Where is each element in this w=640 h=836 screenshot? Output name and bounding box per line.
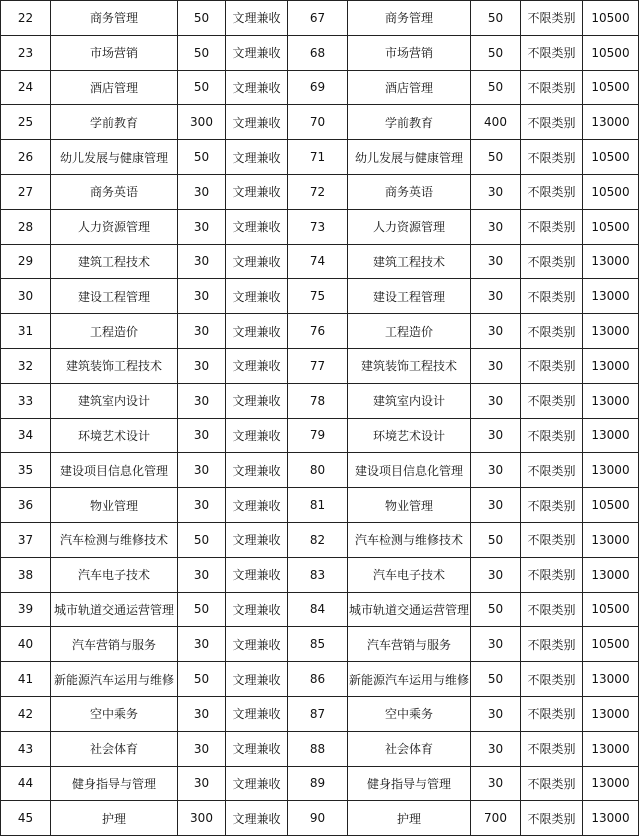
- major-name-right: 市场营销: [348, 35, 471, 70]
- major-name-left: 建设项目信息化管理: [51, 453, 178, 488]
- subject-type-left: 文理兼收: [226, 801, 288, 836]
- subject-type-left: 文理兼收: [226, 174, 288, 209]
- row-number-right: 85: [288, 627, 348, 662]
- row-number-right: 87: [288, 696, 348, 731]
- row-number-right: 74: [288, 244, 348, 279]
- major-name-left: 学前教育: [51, 105, 178, 140]
- subject-type-left: 文理兼收: [226, 696, 288, 731]
- plan-count-right: 30: [471, 174, 521, 209]
- table-row: [1, 557, 639, 592]
- row-number-right: 78: [288, 383, 348, 418]
- row-number-left: 34: [1, 418, 51, 453]
- subject-type-right: 不限类别: [521, 383, 583, 418]
- tuition-fee: 13000: [583, 662, 639, 697]
- table-row: [1, 244, 639, 279]
- row-number-left: 35: [1, 453, 51, 488]
- plan-count-right: 30: [471, 383, 521, 418]
- major-name-right: 人力资源管理: [348, 209, 471, 244]
- major-name-left: 建筑装饰工程技术: [51, 348, 178, 383]
- major-name-left: 商务英语: [51, 174, 178, 209]
- table-row: [1, 1, 639, 36]
- table-row: [1, 801, 639, 836]
- plan-count-left: 50: [178, 592, 226, 627]
- table-row: [1, 35, 639, 70]
- table-row: [1, 209, 639, 244]
- row-number-left: 45: [1, 801, 51, 836]
- plan-count-left: 30: [178, 731, 226, 766]
- tuition-fee: 13000: [583, 244, 639, 279]
- tuition-fee: 13000: [583, 314, 639, 349]
- subject-type-left: 文理兼收: [226, 279, 288, 314]
- major-name-left: 建筑室内设计: [51, 383, 178, 418]
- plan-count-right: 50: [471, 1, 521, 36]
- row-number-right: 73: [288, 209, 348, 244]
- plan-count-right: 50: [471, 35, 521, 70]
- table-row: [1, 314, 639, 349]
- table-row: [1, 174, 639, 209]
- row-number-right: 89: [288, 766, 348, 801]
- plan-count-left: 50: [178, 70, 226, 105]
- subject-type-right: 不限类别: [521, 348, 583, 383]
- plan-count-left: 300: [178, 801, 226, 836]
- row-number-right: 76: [288, 314, 348, 349]
- subject-type-right: 不限类别: [521, 696, 583, 731]
- major-name-left: 汽车检测与维修技术: [51, 522, 178, 557]
- row-number-right: 71: [288, 140, 348, 175]
- row-number-right: 72: [288, 174, 348, 209]
- major-name-right: 工程造价: [348, 314, 471, 349]
- major-name-left: 新能源汽车运用与维修: [51, 662, 178, 697]
- major-name-right: 新能源汽车运用与维修: [348, 662, 471, 697]
- major-name-right: 学前教育: [348, 105, 471, 140]
- major-name-right: 汽车电子技术: [348, 557, 471, 592]
- major-name-left: 建筑工程技术: [51, 244, 178, 279]
- plan-count-left: 50: [178, 522, 226, 557]
- major-name-right: 健身指导与管理: [348, 766, 471, 801]
- major-name-left: 城市轨道交通运营管理: [51, 592, 178, 627]
- table-row: [1, 418, 639, 453]
- subject-type-left: 文理兼收: [226, 209, 288, 244]
- row-number-left: 44: [1, 766, 51, 801]
- plan-count-left: 30: [178, 174, 226, 209]
- subject-type-left: 文理兼收: [226, 70, 288, 105]
- subject-type-right: 不限类别: [521, 279, 583, 314]
- major-name-right: 物业管理: [348, 488, 471, 523]
- subject-type-right: 不限类别: [521, 453, 583, 488]
- row-number-left: 30: [1, 279, 51, 314]
- major-name-left: 建设工程管理: [51, 279, 178, 314]
- row-number-left: 42: [1, 696, 51, 731]
- subject-type-left: 文理兼收: [226, 522, 288, 557]
- plan-count-left: 30: [178, 383, 226, 418]
- row-number-left: 22: [1, 1, 51, 36]
- subject-type-left: 文理兼收: [226, 314, 288, 349]
- plan-count-left: 30: [178, 209, 226, 244]
- plan-count-right: 30: [471, 453, 521, 488]
- tuition-fee: 13000: [583, 105, 639, 140]
- subject-type-right: 不限类别: [521, 140, 583, 175]
- row-number-left: 33: [1, 383, 51, 418]
- row-number-right: 84: [288, 592, 348, 627]
- row-number-right: 82: [288, 522, 348, 557]
- table-row: [1, 140, 639, 175]
- row-number-left: 26: [1, 140, 51, 175]
- tuition-fee: 13000: [583, 766, 639, 801]
- tuition-fee: 13000: [583, 453, 639, 488]
- major-name-left: 酒店管理: [51, 70, 178, 105]
- plan-count-right: 30: [471, 314, 521, 349]
- subject-type-left: 文理兼收: [226, 140, 288, 175]
- plan-count-right: 50: [471, 140, 521, 175]
- major-name-left: 物业管理: [51, 488, 178, 523]
- tuition-fee: 13000: [583, 801, 639, 836]
- table-row: [1, 522, 639, 557]
- table-row: [1, 488, 639, 523]
- tuition-fee: 13000: [583, 418, 639, 453]
- row-number-left: 32: [1, 348, 51, 383]
- major-name-left: 环境艺术设计: [51, 418, 178, 453]
- subject-type-right: 不限类别: [521, 801, 583, 836]
- subject-type-left: 文理兼收: [226, 627, 288, 662]
- subject-type-left: 文理兼收: [226, 453, 288, 488]
- subject-type-left: 文理兼收: [226, 1, 288, 36]
- major-name-left: 社会体育: [51, 731, 178, 766]
- row-number-right: 86: [288, 662, 348, 697]
- subject-type-right: 不限类别: [521, 1, 583, 36]
- tuition-fee: 10500: [583, 35, 639, 70]
- subject-type-right: 不限类别: [521, 766, 583, 801]
- subject-type-right: 不限类别: [521, 70, 583, 105]
- subject-type-right: 不限类别: [521, 209, 583, 244]
- row-number-right: 81: [288, 488, 348, 523]
- row-number-left: 39: [1, 592, 51, 627]
- subject-type-left: 文理兼收: [226, 731, 288, 766]
- major-name-left: 工程造价: [51, 314, 178, 349]
- subject-type-right: 不限类别: [521, 418, 583, 453]
- major-name-right: 商务英语: [348, 174, 471, 209]
- tuition-fee: 10500: [583, 140, 639, 175]
- subject-type-right: 不限类别: [521, 105, 583, 140]
- tuition-fee: 10500: [583, 174, 639, 209]
- subject-type-left: 文理兼收: [226, 662, 288, 697]
- tuition-fee: 13000: [583, 557, 639, 592]
- plan-count-left: 50: [178, 662, 226, 697]
- subject-type-right: 不限类别: [521, 731, 583, 766]
- row-number-left: 23: [1, 35, 51, 70]
- plan-count-left: 30: [178, 314, 226, 349]
- tuition-fee: 10500: [583, 1, 639, 36]
- tuition-fee: 13000: [583, 522, 639, 557]
- row-number-left: 41: [1, 662, 51, 697]
- plan-count-left: 50: [178, 140, 226, 175]
- plan-count-left: 30: [178, 766, 226, 801]
- major-name-right: 幼儿发展与健康管理: [348, 140, 471, 175]
- subject-type-left: 文理兼收: [226, 105, 288, 140]
- subject-type-left: 文理兼收: [226, 557, 288, 592]
- plan-count-left: 30: [178, 488, 226, 523]
- tuition-fee: 13000: [583, 696, 639, 731]
- row-number-left: 29: [1, 244, 51, 279]
- plan-count-right: 50: [471, 592, 521, 627]
- plan-count-right: 30: [471, 557, 521, 592]
- major-name-left: 空中乘务: [51, 696, 178, 731]
- plan-count-left: 30: [178, 244, 226, 279]
- subject-type-left: 文理兼收: [226, 348, 288, 383]
- table-row: [1, 453, 639, 488]
- row-number-left: 25: [1, 105, 51, 140]
- plan-count-left: 30: [178, 627, 226, 662]
- table-row: [1, 348, 639, 383]
- row-number-right: 88: [288, 731, 348, 766]
- tuition-fee: 10500: [583, 627, 639, 662]
- major-name-right: 环境艺术设计: [348, 418, 471, 453]
- subject-type-right: 不限类别: [521, 314, 583, 349]
- row-number-left: 37: [1, 522, 51, 557]
- subject-type-left: 文理兼收: [226, 383, 288, 418]
- major-name-right: 护理: [348, 801, 471, 836]
- plan-count-right: 30: [471, 209, 521, 244]
- major-name-left: 健身指导与管理: [51, 766, 178, 801]
- table-row: [1, 662, 639, 697]
- row-number-right: 90: [288, 801, 348, 836]
- tuition-fee: 13000: [583, 731, 639, 766]
- major-name-left: 人力资源管理: [51, 209, 178, 244]
- major-name-left: 市场营销: [51, 35, 178, 70]
- subject-type-right: 不限类别: [521, 522, 583, 557]
- tuition-fee: 10500: [583, 488, 639, 523]
- row-number-left: 38: [1, 557, 51, 592]
- plan-count-right: 700: [471, 801, 521, 836]
- plan-count-left: 50: [178, 1, 226, 36]
- plan-count-right: 50: [471, 70, 521, 105]
- table-row: [1, 766, 639, 801]
- row-number-left: 31: [1, 314, 51, 349]
- plan-count-right: 30: [471, 279, 521, 314]
- major-name-right: 建设工程管理: [348, 279, 471, 314]
- subject-type-right: 不限类别: [521, 557, 583, 592]
- tuition-fee: 10500: [583, 70, 639, 105]
- subject-type-left: 文理兼收: [226, 592, 288, 627]
- tuition-fee: 10500: [583, 592, 639, 627]
- major-name-right: 建筑装饰工程技术: [348, 348, 471, 383]
- major-name-left: 商务管理: [51, 1, 178, 36]
- plan-count-right: 50: [471, 662, 521, 697]
- row-number-right: 75: [288, 279, 348, 314]
- major-name-right: 城市轨道交通运营管理: [348, 592, 471, 627]
- major-name-right: 建设项目信息化管理: [348, 453, 471, 488]
- major-name-right: 建筑室内设计: [348, 383, 471, 418]
- subject-type-right: 不限类别: [521, 174, 583, 209]
- plan-count-right: 30: [471, 766, 521, 801]
- plan-count-right: 30: [471, 418, 521, 453]
- subject-type-left: 文理兼收: [226, 418, 288, 453]
- plan-count-left: 30: [178, 557, 226, 592]
- subject-type-left: 文理兼收: [226, 244, 288, 279]
- tuition-fee: 13000: [583, 383, 639, 418]
- major-name-right: 汽车营销与服务: [348, 627, 471, 662]
- major-name-right: 酒店管理: [348, 70, 471, 105]
- tuition-fee: 13000: [583, 348, 639, 383]
- table-row: [1, 279, 639, 314]
- tuition-fee: 10500: [583, 209, 639, 244]
- plan-count-right: 30: [471, 731, 521, 766]
- table-row: [1, 383, 639, 418]
- subject-type-right: 不限类别: [521, 592, 583, 627]
- plan-count-right: 30: [471, 627, 521, 662]
- table-row: [1, 592, 639, 627]
- table-row: [1, 696, 639, 731]
- row-number-left: 40: [1, 627, 51, 662]
- major-name-left: 幼儿发展与健康管理: [51, 140, 178, 175]
- plan-count-right: 30: [471, 488, 521, 523]
- row-number-left: 43: [1, 731, 51, 766]
- plan-count-left: 30: [178, 418, 226, 453]
- major-name-right: 汽车检测与维修技术: [348, 522, 471, 557]
- row-number-right: 67: [288, 1, 348, 36]
- row-number-left: 28: [1, 209, 51, 244]
- row-number-right: 80: [288, 453, 348, 488]
- major-name-left: 汽车营销与服务: [51, 627, 178, 662]
- major-name-left: 护理: [51, 801, 178, 836]
- tuition-fee: 13000: [583, 279, 639, 314]
- major-name-right: 建筑工程技术: [348, 244, 471, 279]
- subject-type-left: 文理兼收: [226, 766, 288, 801]
- plan-count-right: 30: [471, 348, 521, 383]
- row-number-right: 69: [288, 70, 348, 105]
- subject-type-left: 文理兼收: [226, 35, 288, 70]
- subject-type-right: 不限类别: [521, 35, 583, 70]
- plan-count-left: 30: [178, 279, 226, 314]
- subject-type-right: 不限类别: [521, 488, 583, 523]
- row-number-right: 83: [288, 557, 348, 592]
- plan-count-left: 30: [178, 453, 226, 488]
- subject-type-right: 不限类别: [521, 627, 583, 662]
- table-row: [1, 105, 639, 140]
- plan-count-right: 50: [471, 522, 521, 557]
- plan-count-right: 30: [471, 244, 521, 279]
- major-name-right: 社会体育: [348, 731, 471, 766]
- major-name-right: 空中乘务: [348, 696, 471, 731]
- row-number-left: 24: [1, 70, 51, 105]
- plan-count-left: 50: [178, 35, 226, 70]
- plan-count-right: 400: [471, 105, 521, 140]
- plan-count-left: 300: [178, 105, 226, 140]
- subject-type-right: 不限类别: [521, 662, 583, 697]
- row-number-right: 77: [288, 348, 348, 383]
- row-number-left: 36: [1, 488, 51, 523]
- row-number-right: 68: [288, 35, 348, 70]
- plan-count-left: 30: [178, 696, 226, 731]
- table-body: [1, 1, 639, 836]
- plan-count-left: 30: [178, 348, 226, 383]
- table-row: [1, 70, 639, 105]
- row-number-right: 70: [288, 105, 348, 140]
- table-row: [1, 627, 639, 662]
- subject-type-right: 不限类别: [521, 244, 583, 279]
- major-name-left: 汽车电子技术: [51, 557, 178, 592]
- row-number-right: 79: [288, 418, 348, 453]
- major-name-right: 商务管理: [348, 1, 471, 36]
- subject-type-left: 文理兼收: [226, 488, 288, 523]
- row-number-left: 27: [1, 174, 51, 209]
- table-row: [1, 731, 639, 766]
- plan-count-right: 30: [471, 696, 521, 731]
